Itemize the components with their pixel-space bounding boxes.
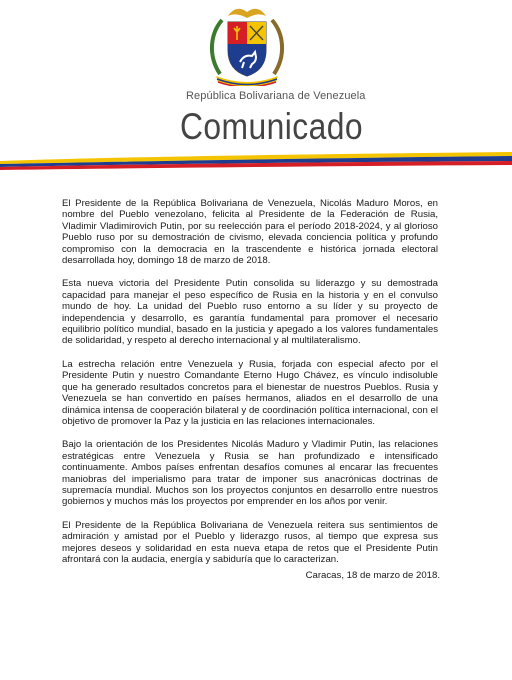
paragraph-3: La estrecha relación entre Venezuela y Rusia, forjada con especial afecto por el Presidente Putin y nuestro Comandante Eterno Hugo Chávez, es vínculo indisoluble que ha generado resultados concretos para el bienestar de nuestros Pueblos. Rusia y Venezuela se han convertido en países hermanos, aliados en el desarrollo de una dinámica intensa de cooperación bilateral y de coordinación política internacional, con el objetivo de promover la Paz y la justicia en las relaciones internacionales. — [62, 358, 438, 427]
document-title: Comunicado — [180, 106, 363, 147]
coat-of-arms-icon — [206, 4, 288, 86]
communique-body — [62, 198, 438, 577]
tricolor-swoosh — [0, 150, 512, 172]
republic-name: República Bolivariana de Venezuela — [186, 90, 366, 102]
paragraph-4: Bajo la orientación de los Presidentes Nicolás Maduro y Vladimir Putin, las relaciones estratégicas entre Venezuela y Rusia se han profundizado e intensificado continuamente. Ambos países enfrentan desafíos comunes al encarar las frecuentes maniobras del imperialismo para tratar de imponer sus anacrónicas doctrinas de supremacía mundial. Muchos son los proyectos conjuntos en desarrollo entre nuestros gobiernos y muchos más los proyectos por emprender en los años por venir. — [62, 439, 438, 508]
paragraph-1: El Presidente de la República Bolivariana de Venezuela, Nicolás Maduro Moros, en nombre del Pueblo venezolano, felicita al Presidente de la Federación de Rusia, Vladimir Vladimirovich Putin, por su reelección para el período 2018-2024, y al glorioso Pueblo ruso por su demostración de civismo, elevada conciencia política y profundo compromiso con la democracia en la trascendente e histórica jornada electoral desarrollada hoy, domingo 18 de marzo de 2018. — [62, 198, 438, 267]
paragraph-2: Esta nueva victoria del Presidente Putin consolida su liderazgo y su demostrada capacidad para manejar el peso específico de Rusia en la historia y en el convulso mundo de hoy. La unidad del Pueblo ruso entorno a su líder y su proyecto de independencia y desarrollo, es garantía fundamental para promover el necesario equilibrio político mundial, basado en la justicia y apegado a los valores fundamentales de solidaridad, y respeto al derecho internacional y al multilateralismo. — [62, 278, 438, 347]
paragraph-5: El Presidente de la República Bolivariana de Venezuela reitera sus sentimientos de admiración y amistad por el Pueblo y liderazgo rusos, al tiempo que expresa sus mejores deseos y solidaridad en esta nueva etapa de retos que el Presidente Putin afrontará con la audacia, energía y sabiduría que lo caracterizan. — [62, 519, 438, 565]
letterhead — [0, 0, 512, 170]
place-date-signoff: Caracas, 18 de marzo de 2018. — [305, 570, 440, 581]
